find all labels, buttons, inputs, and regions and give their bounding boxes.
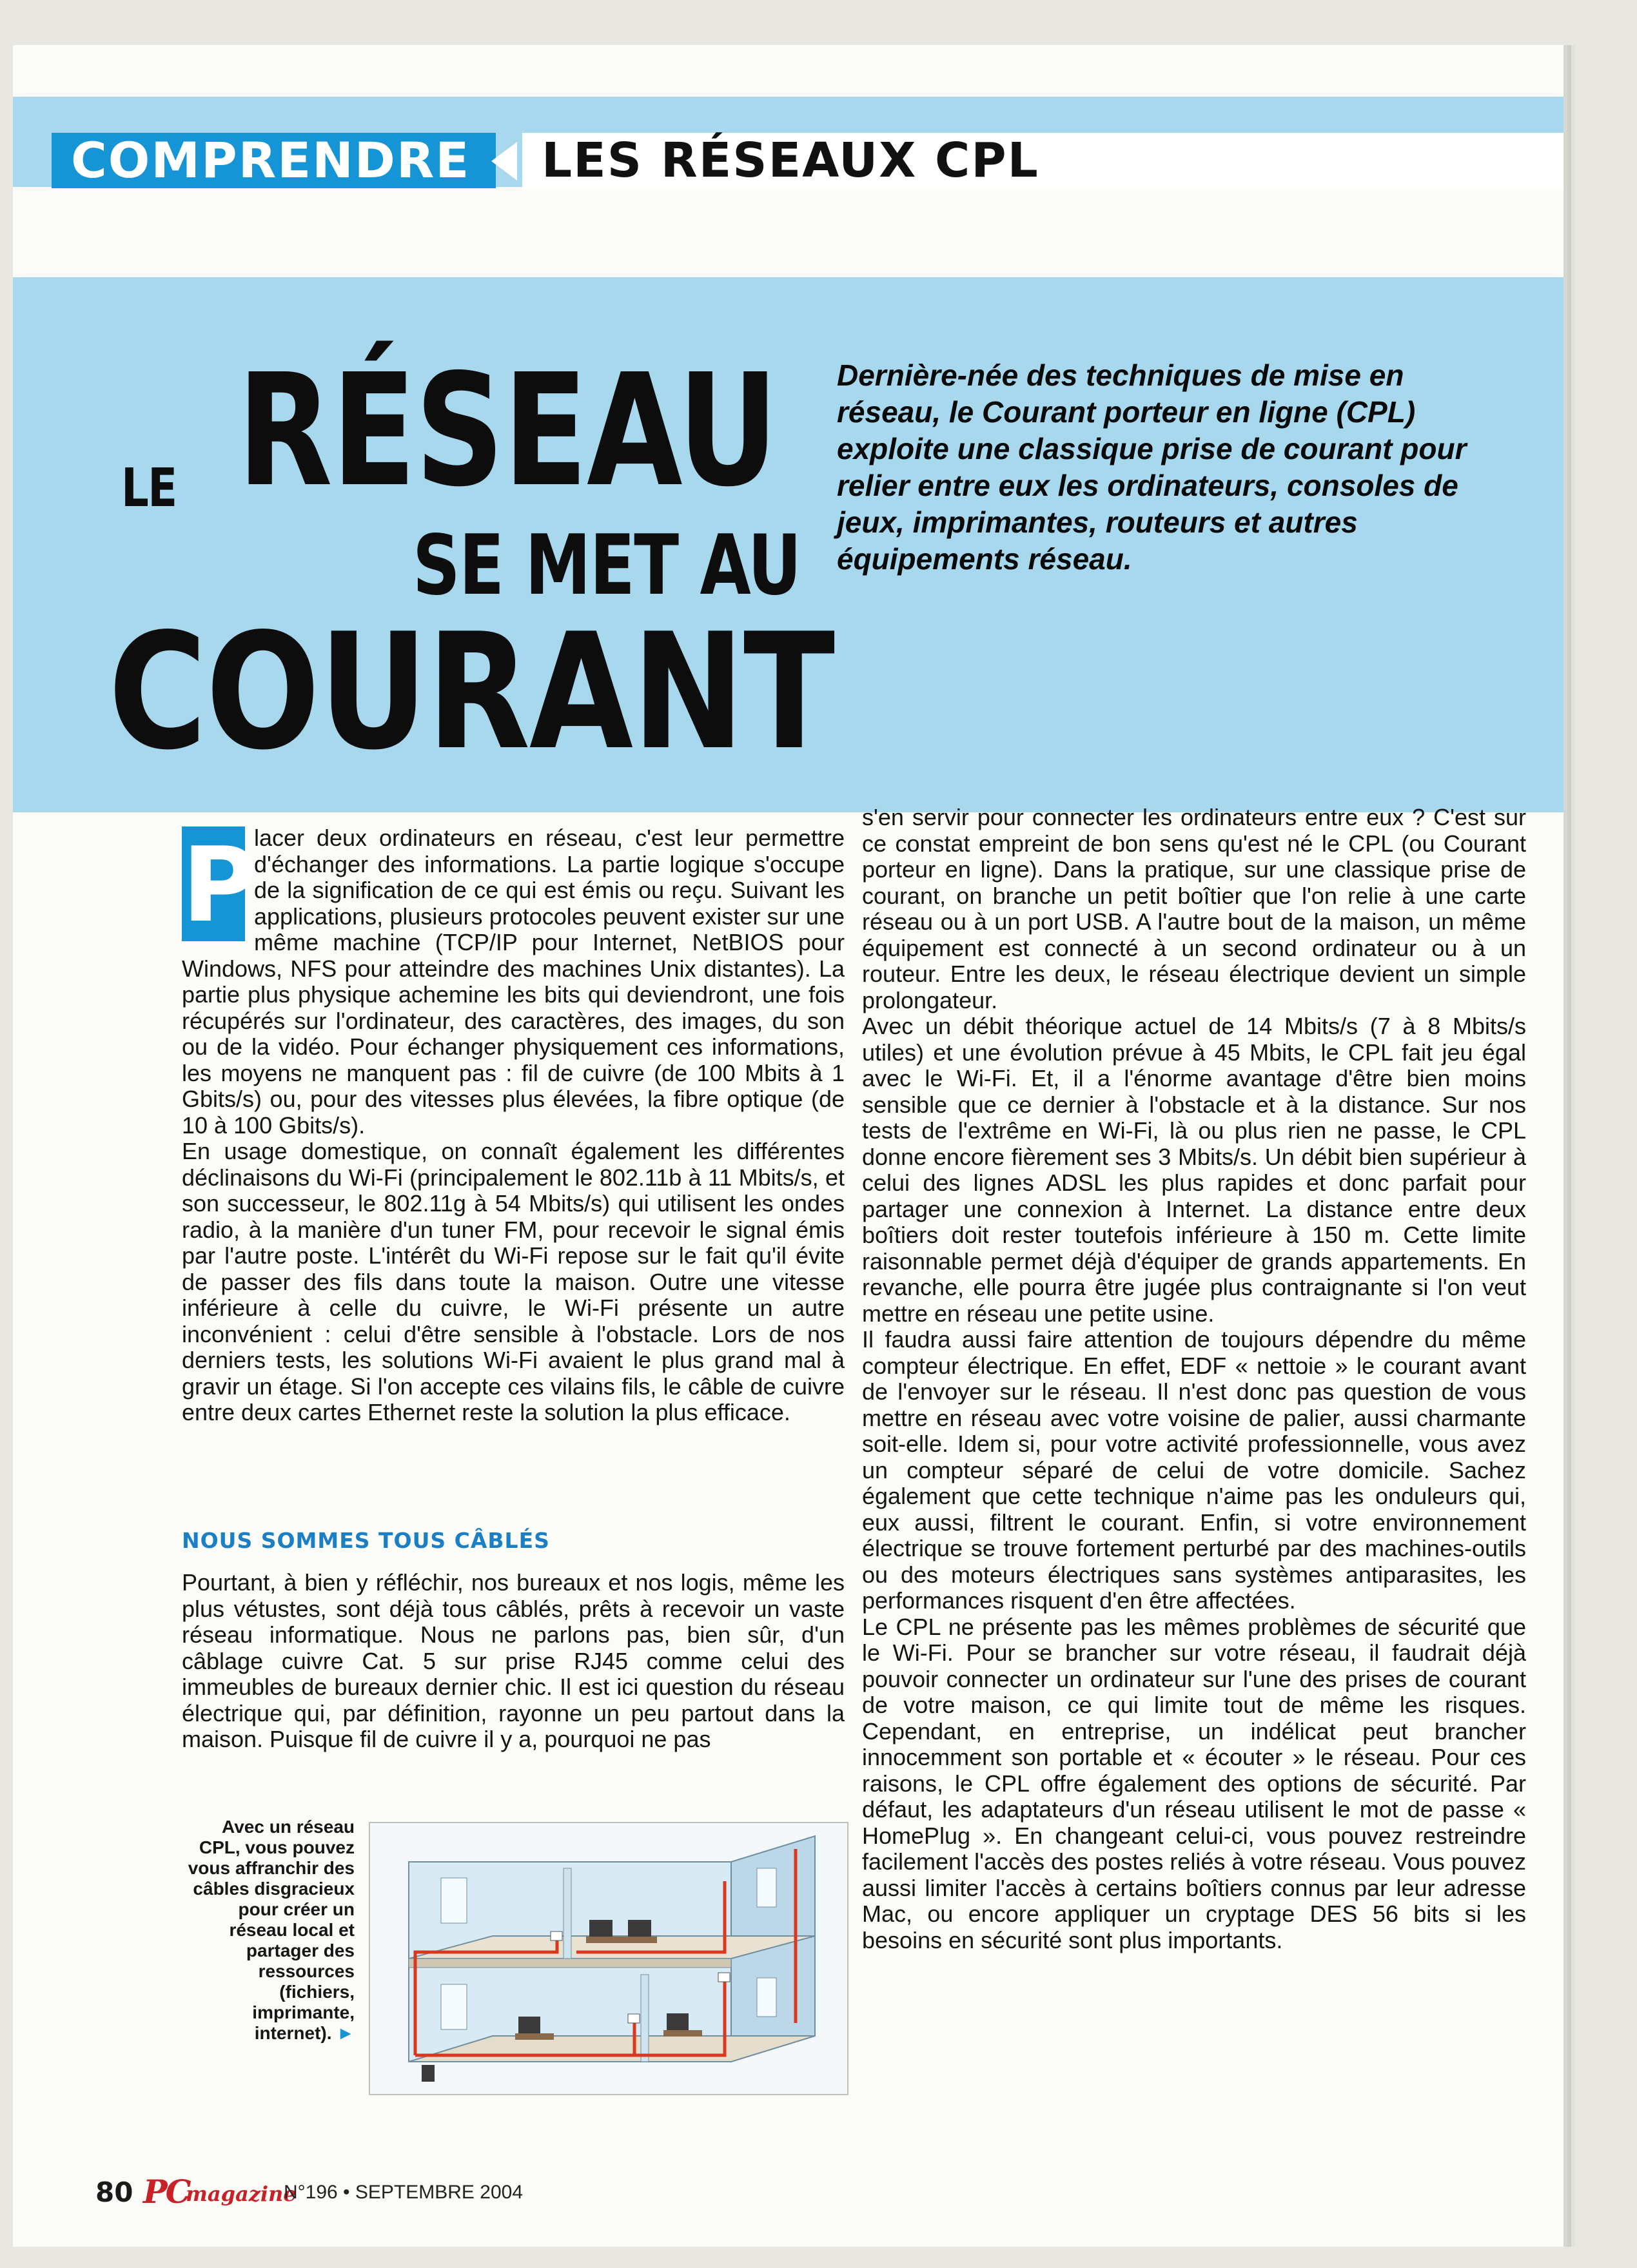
figure-caption bbox=[181, 1817, 355, 2044]
computer bbox=[518, 2017, 540, 2033]
caption-arrow-icon: ► bbox=[337, 2023, 355, 2043]
magazine-page bbox=[13, 45, 1563, 2247]
electric-meter bbox=[422, 2065, 435, 2082]
computer bbox=[628, 1920, 651, 1937]
computer bbox=[589, 1920, 613, 1937]
house-network-drawing bbox=[370, 1823, 847, 2094]
cpl-adapter bbox=[718, 1973, 730, 1982]
window bbox=[441, 1984, 467, 2029]
partition-wall bbox=[641, 1975, 649, 2062]
headline-se-met-au: SE MET AU bbox=[413, 518, 801, 614]
headline-reseau: RÉSEAU bbox=[237, 340, 778, 521]
drop-cap: P bbox=[182, 825, 258, 945]
desk bbox=[586, 1937, 657, 1943]
paragraph: Pourtant, à bien y réfléchir, nos bureaux et nos logis, même les plus vétustes, sont déjà tous câblés, prêts à recevoir un vaste réseau informatique. Nous ne parlons pas, bien sûr, d'un câblage cuivre Cat. 5 sur prise RJ45 comme celui des immeubles de bureaux dernier chic. Il est ici question du réseau électrique qui, par définition, rayonne un peu partout dans la maison. Puisque fil de cuivre il y a, pourquoi ne pas bbox=[182, 1569, 845, 1752]
paragraph: s'en servir pour connecter les ordinateurs entre eux ? C'est sur ce constat empreint de bon sens qu'est né le CPL (ou Courant porteur en ligne). Dans la pratique, sur une classique prise de courant, on branche un petit boîtier que l'on relie à une carte réseau ou à un port USB. A l'autre bout de la maison, un même équipement est connecté à un second ordinateur ou à un routeur. Entre les deux, le réseau électrique devient un simple prolongateur. bbox=[862, 804, 1526, 1013]
paragraph: Le CPL ne présente pas les mêmes problèmes de sécurité que le Wi-Fi. Pour se brancher sur votre réseau, il faudrait déjà pouvoir connecter un ordinateur sur l'une des prises de courant de votre maison, ce qui limite tout de même les risques. Cependant, en entreprise, un indélicat peut brancher innocemment son portable et « écouter » le réseau. Pour ces raisons, le CPL offre également des options de sécurité. Par défaut, les adaptateurs d'un réseau utilisent le mot de passe « HomePlug ». En changeant celui-ci, vous pouvez restreindre facilement l'accès des postes reliés à votre réseau. Vous pouvez aussi limiter l'accès à certains boîtiers connus par leur adresse Mac, ou encore appliquer un cryptage DES 56 bits si les besoins en sécurité sont plus importants. bbox=[862, 1613, 1526, 1953]
paragraph: lacer deux ordinateurs en réseau, c'est leur permettre d'échanger des informations. La partie logique s'occupe de la signification de ce qui est émis ou reçu. Suivant les applications, plusieurs protocoles peuvent exister sur une même machine (TCP/IP pour Internet, NetBIOS pour Windows, NFS pour atteindre des machines Unix distantes). La partie plus physique achemine les bits qui deviendront, une fois récupérés sur l'ordinateur, des caractères, des images, du son ou de la vidéo. Pour échanger physiquement ces informations, les moyens ne manquent pas : fil de cuivre (de 100 Mbits à 1 Gbits/s) ou, pour des vitesses plus élevées, la fibre optique (de 10 à 100 Gbits/s). bbox=[182, 825, 845, 1139]
window bbox=[757, 1978, 776, 2017]
desk bbox=[663, 2030, 702, 2037]
rubric-arrow-icon bbox=[491, 142, 517, 181]
desk bbox=[515, 2033, 554, 2040]
section-title: LES RÉSEAUX CPL bbox=[542, 133, 1039, 188]
computer bbox=[667, 2013, 689, 2030]
page-number: 80 bbox=[95, 2176, 133, 2208]
issue-info: N°196 • SEPTEMBRE 2004 bbox=[284, 2182, 524, 2203]
brand-logo-magazine: magazine bbox=[186, 2182, 297, 2206]
paragraph: En usage domestique, on connaît également les différentes déclinaisons du Wi-Fi (principalement le 802.11b à 11 Mbits/s, et son successeur, le 802.11g à 54 Mbits/s) qui utilisent les ondes radio, à la manière d'un tuner FM, pour recevoir le signal émis par l'autre poste. L'intérêt du Wi-Fi repose sur le fait qu'il évite de passer des fils dans toute la maison. Outre une vitesse inférieure à celle du cuivre, le Wi-Fi présente un autre inconvénient : celui d'être sensible à l'obstacle. Lors de nos derniers tests, les solutions Wi-Fi avaient le plus grand mal à gravir un étage. Si l'on accepte ces vilains fils, le câble de cuivre entre deux cartes Ethernet reste la solution la plus efficace. bbox=[182, 1138, 845, 1425]
cpl-adapter bbox=[551, 1931, 562, 1941]
house-network-illustration bbox=[369, 1822, 848, 2095]
article-subheading: NOUS SOMMES TOUS CÂBLÉS bbox=[182, 1528, 550, 1553]
cpl-adapter bbox=[628, 2014, 640, 2023]
article-column-1 bbox=[182, 825, 845, 1426]
caption-text: Avec un réseau CPL, vous pouvez vous affranchir des câbles disgracieux pour créer un réseau local et partager des ressources (fichiers, imprimante, internet). bbox=[188, 1817, 355, 2043]
window bbox=[757, 1868, 776, 1907]
headline-le: LE bbox=[121, 458, 177, 519]
paragraph: Il faudra aussi faire attention de toujours dépendre du même compteur électrique. En effet, EDF « nettoie » le courant avant de l'envoyer sur le réseau. Il n'est donc pas question de vous mettre en réseau avec votre voisine de palier, aussi charmante soit-elle. Idem si, pour votre activité professionnelle, vous avez un compteur séparé de celui de votre domicile. Sachez également que cette technique n'aime pas les onduleurs qui, eux aussi, filtrent le courant. Enfin, si votre environnement électrique se trouve fortement perturbé par des machines-outils ou des moteurs électriques sans systèmes antiparasites, les performances risquent d'en être affectées. bbox=[862, 1326, 1526, 1614]
section-rubric: COMPRENDRE bbox=[52, 133, 496, 188]
brand-logo-pc: PC bbox=[143, 2173, 190, 2211]
article-lead: Dernière-née des techniques de mise en réseau, le Courant porteur en ligne (CPL) exploite une classique prise de courant pour relier entre eux les ordinateurs, consoles de jeux, imprimantes, routeurs et autres équipements réseau. bbox=[837, 358, 1467, 576]
paragraph: Avec un débit théorique actuel de 14 Mbits/s (7 à 8 Mbits/s utiles) et une évolution prévue à 45 Mbits, le CPL fait jeu égal avec le Wi-Fi. Et, il a l'énorme avantage d'être bien moins sensible que ce dernier à l'obstacle et à la distance. Sur nos tests de l'extrême en Wi-Fi, là ou plus rien ne passe, le CPL donne encore fièrement ses 3 Mbits/s. Un débit bien supérieur à celui des lignes ADSL les plus rapides et donc parfait pour partager une connexion à Internet. La distance entre deux boîtiers doit rester toutefois inférieure à 150 m. Cette limite raisonnable permet déjà d'équiper de grands appartements. En revanche, elle pourra être jugée plus contraignante si l'on veut mettre en réseau une petite usine. bbox=[862, 1013, 1526, 1327]
partition-wall bbox=[564, 1868, 571, 1959]
article-column-2 bbox=[862, 805, 1526, 1953]
window bbox=[441, 1878, 467, 1923]
article-column-1-continued bbox=[182, 1570, 845, 1753]
headline-courant: COURANT bbox=[108, 600, 834, 785]
